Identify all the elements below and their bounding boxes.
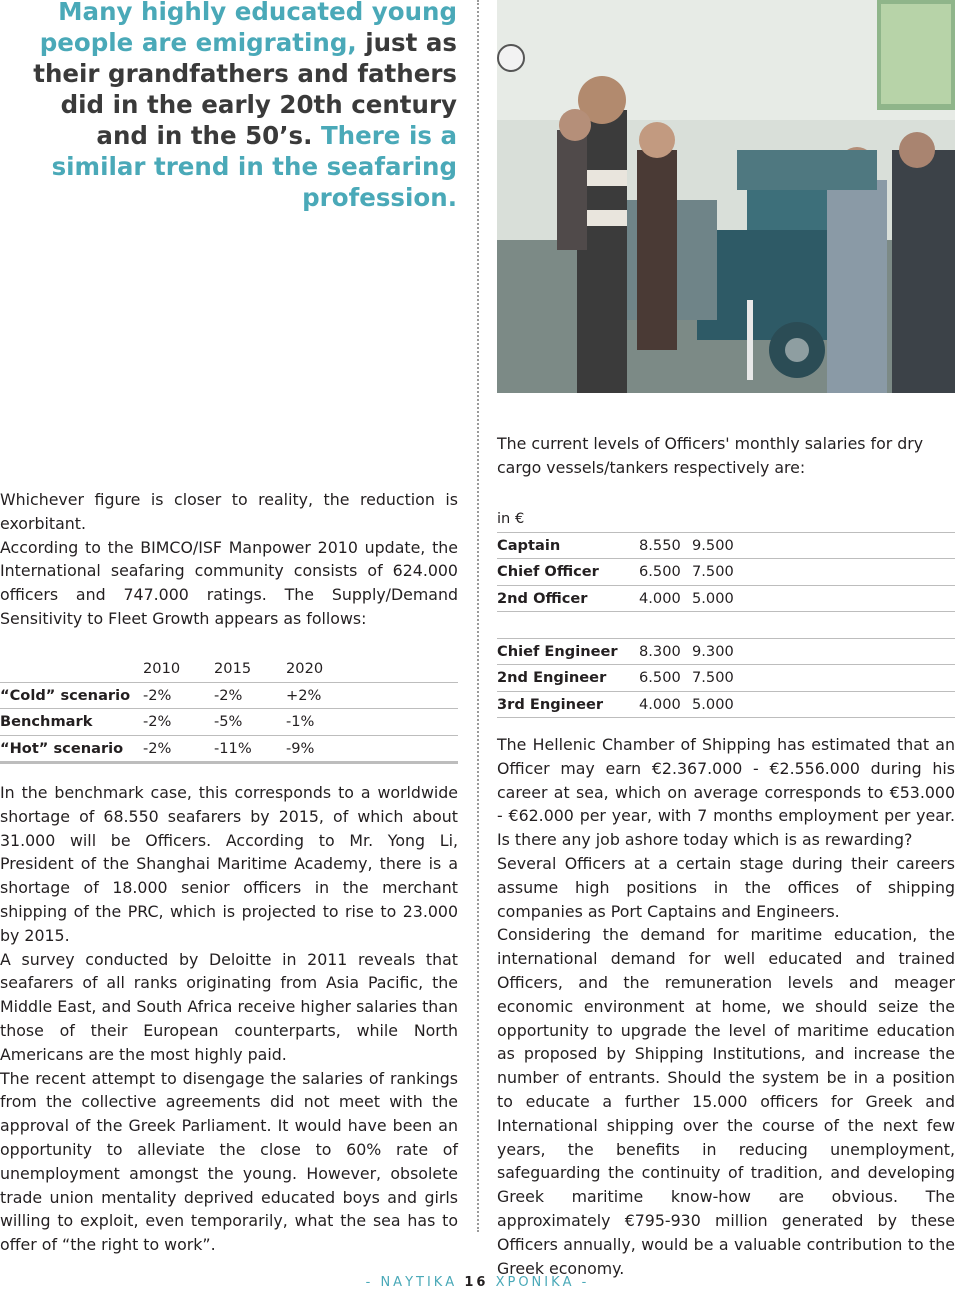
right-para-1: The Hellenic Chamber of Shipping has estimated that an Officer may earn €2.367.000 - €2.556.000 during his career at sea, which on average corresponds to €53.000 - €62.000 per year, with 7 months employment per year. Is there any job ashore today which is as rewarding? [497, 735, 955, 850]
scenario-header-row [0, 656, 458, 682]
left-para-5: The recent attempt to disengage the salaries of rankings from the collective agreements did not meet with the approval of the Greek Parliament. It would have been an opportunity to alleviate the close to 60% rate of unemployment amongst the young. However, obsolete trade union mentality deprived educated boys and girls willing to exploit, even temporarily, what the sea has to offer of “the right to work”. [0, 1068, 458, 1255]
scenario-value: -11% [214, 735, 286, 763]
salary-unit-row [497, 506, 955, 532]
salary-dry: 4.000 [639, 585, 692, 612]
scenario-header-2015: 2015 [214, 656, 286, 682]
footer-left: - ΝΑΥΤΙΚΑ [365, 1275, 458, 1290]
right-para-3: Considering the demand for maritime education, the international demand for well educated and trained Officers, and the remuneration levels and meager economic environment at home, we should seize the opportunity to upgrade the level of maritime education as proposed by Shipping Institutions, and increase the number of entrants. Should the system be in a position to educate a further 15.000 officers for Greek and International shipping over the course of the next few years, the benefits in reducing unemployment, safeguarding the continuity of tradition, and developing Greek maritime know-how are obvious. The approximately €795-930 million generated by these Officers annually, would be a valuable contribution to the Greek economy. [497, 925, 955, 1278]
scenario-label: “Hot” scenario [0, 735, 143, 763]
rank-label: Chief Officer [497, 559, 639, 586]
page-footer [0, 1275, 955, 1290]
salary-row [497, 691, 955, 718]
salary-dry: 4.000 [639, 691, 692, 718]
scenario-value: -5% [214, 709, 286, 736]
scenario-header-2020: 2020 [286, 656, 458, 682]
salary-tanker: 5.000 [692, 585, 955, 612]
scenario-row [0, 735, 458, 763]
left-para-3: In the benchmark case, this corresponds to a worldwide shortage of 68.550 seafarers by 2015, of which about 31.000 will be Officers. According to Mr. Yong Li, President of the Shanghai Maritime Academy, there is a shortage of 18.000 senior officers in the merchant shipping of the PRC, which is projected to rise to 23.000 by 2015. [0, 783, 458, 945]
salary-tanker: 9.500 [692, 532, 955, 559]
scenario-value: -1% [286, 709, 458, 736]
salary-row [497, 559, 955, 586]
training-photo [497, 0, 955, 393]
scenario-row [0, 709, 458, 736]
pull-quote-part3: There is a similar trend in the seafaring profession. [51, 121, 457, 212]
left-column-top [0, 488, 458, 631]
rank-label: 3rd Engineer [497, 691, 639, 718]
right-intro [497, 432, 955, 480]
salary-tanker: 7.500 [692, 665, 955, 692]
scenario-value: -9% [286, 735, 458, 763]
salary-spacer-row [497, 612, 955, 639]
salary-row [497, 532, 955, 559]
scenario-label: Benchmark [0, 709, 143, 736]
left-para-2: According to the BIMCO/ISF Manpower 2010 update, the International seafaring community consists of 624.000 officers and 747.000 ratings. The Supply/Demand Sensitivity to Fleet Growth appears as follows: [0, 537, 458, 628]
scenario-table [0, 656, 458, 764]
salary-table [497, 506, 955, 718]
left-para-4: A survey conducted by Deloitte in 2011 reveals that seafarers of all ranks originating from Asia Pacific, the Middle East, and South Africa receive higher salaries than those of their European counterparts, while North Americans are the most highly paid. [0, 949, 458, 1064]
salary-row [497, 638, 955, 665]
scenario-value: -2% [143, 682, 214, 709]
scenario-value: -2% [143, 709, 214, 736]
pull-quote [20, 0, 457, 213]
scenario-value: +2% [286, 682, 458, 709]
salary-intro: The current levels of Officers' monthly salaries for dry cargo vessels/tankers respectively are: [497, 434, 924, 477]
right-column-body [497, 733, 955, 1280]
rank-label: Captain [497, 532, 639, 559]
left-column-bottom [0, 781, 458, 1257]
salary-tanker: 9.300 [692, 638, 955, 665]
salary-row [497, 585, 955, 612]
salary-dry: 8.550 [639, 532, 692, 559]
salary-dry: 6.500 [639, 665, 692, 692]
rank-label: Chief Engineer [497, 638, 639, 665]
right-para-2: Several Officers at a certain stage during their careers assume high positions in the offices of shipping companies as Port Captains and Engineers. [497, 853, 955, 921]
column-divider [477, 0, 479, 1232]
left-para-1: Whichever figure is closer to reality, the reduction is exorbitant. [0, 490, 458, 533]
engine-room-photo-illustration [497, 0, 955, 393]
page-number: 16 [464, 1275, 489, 1290]
salary-tanker: 5.000 [692, 691, 955, 718]
rank-label: 2nd Officer [497, 585, 639, 612]
salary-dry: 8.300 [639, 638, 692, 665]
pull-quote-part1: Many highly educated young people are emigrating, [39, 0, 457, 57]
salary-unit: in € [497, 506, 955, 532]
salary-tanker: 7.500 [692, 559, 955, 586]
scenario-header-2010: 2010 [143, 656, 214, 682]
scenario-label: “Cold” scenario [0, 682, 143, 709]
scenario-value: -2% [143, 735, 214, 763]
salary-dry: 6.500 [639, 559, 692, 586]
pull-quote-part2: just as their grandfathers and fathers did in the early 20th century and in the 50’s. [33, 28, 457, 150]
salary-row [497, 665, 955, 692]
rank-label: 2nd Engineer [497, 665, 639, 692]
footer-right: ΧΡΟΝΙΚΑ - [495, 1275, 590, 1290]
scenario-row [0, 682, 458, 709]
scenario-value: -2% [214, 682, 286, 709]
